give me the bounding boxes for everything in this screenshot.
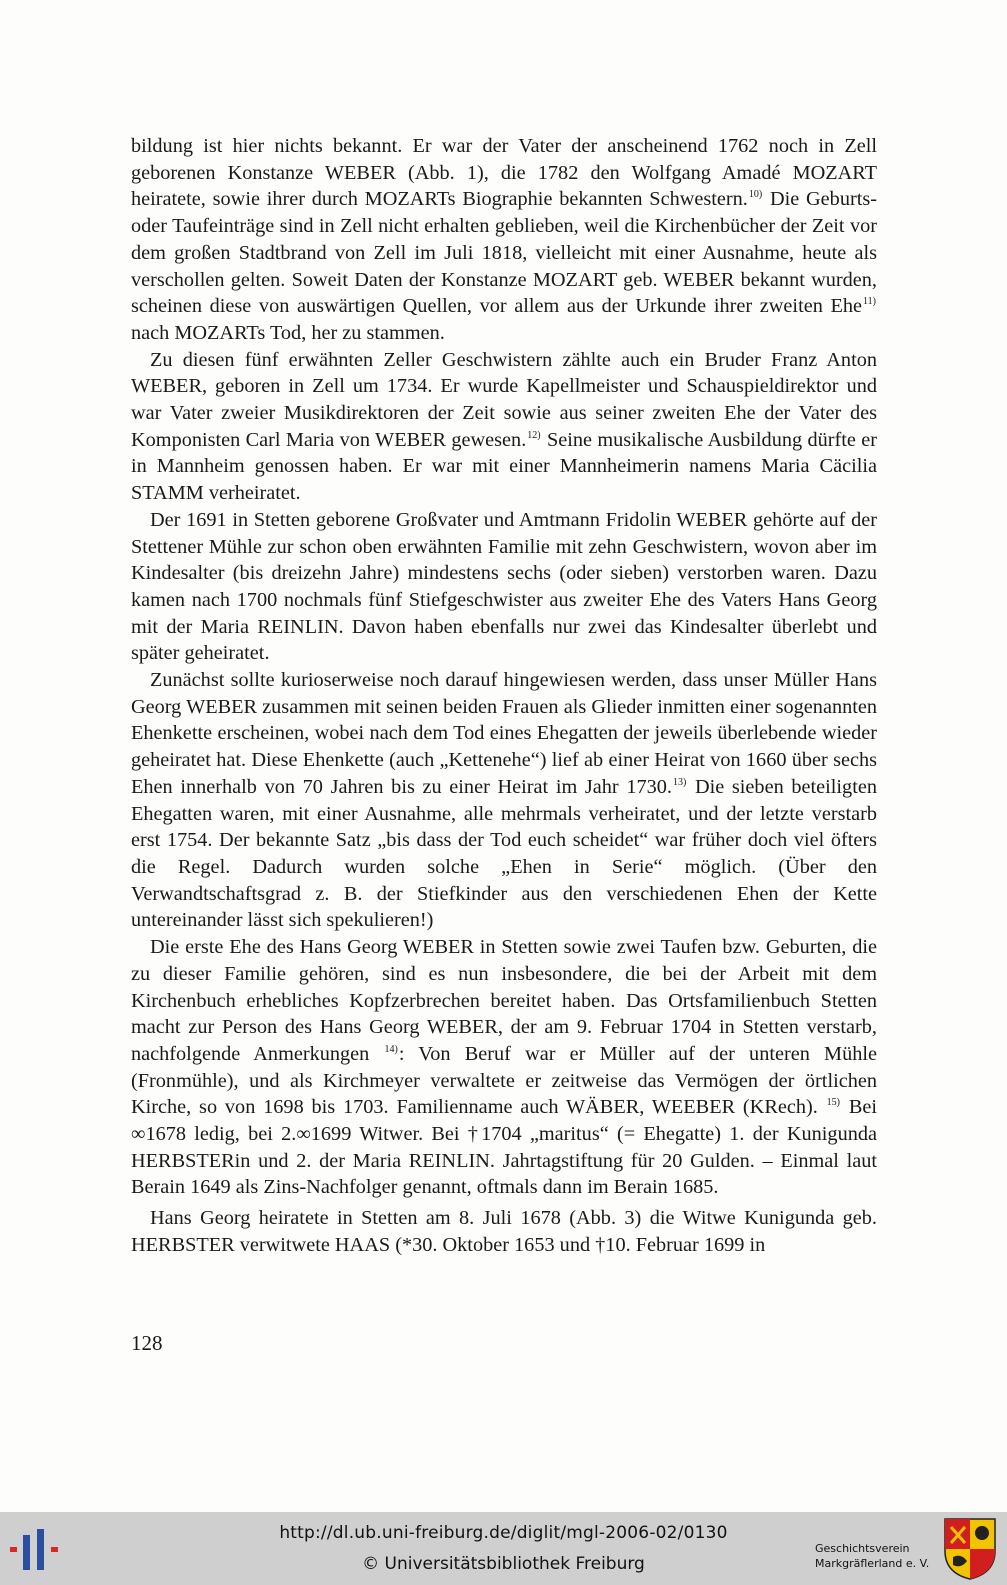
paragraph-2: Zu diesen fünf erwähnten Zeller Geschwistern zählte auch ein Bruder Franz Anton WEBER, geboren in Zell um 1734. Er wurde Kapellmeister und Schauspieldirektor und war Vater zweier Musikdirektoren der Zeit sowie aus seiner zweiten Ehe der Vater des Komponisten Carl Maria von WEBER gewesen.$^{12)}$ Seine musikalische Ausbildung dürfte er in Mannheim genossen haben. Er war mit einer Mannheimerin namens Maria Cäcilia STAMM verheiratet. [131, 348, 877, 505]
paragraph-6: Hans Georg heiratete in Stetten am 8. Juli 1678 (Abb. 3) die Witwe Kunigunda geb. HERBSTER verwitwete HAAS (*30. Oktober 1653 und †10. Februar 1699 in [131, 1207, 877, 1256]
footnote-ref-12: 12) [527, 429, 541, 441]
footer-url-link[interactable]: http://dl.ub.uni-freiburg.de/diglit/mgl-2006-02/0130 [279, 1523, 728, 1543]
footer-copyright: © Universitätsbibliothek Freiburg [362, 1554, 645, 1574]
footnote-ref-15: 15) [826, 1097, 840, 1109]
paragraph-5: Die erste Ehe des Hans Georg WEBER in Stetten sowie zwei Taufen bzw. Geburten, die zu dieser Familie gehören, sind es nun insbesondere, die bei der Arbeit mit dem Kirchenbuch erhebliches Kopfzerbrechen bereitet haben. Das Ortsfamilienbuch Stetten macht zur Person des Hans Georg WEBER, der am 9. Februar 1704 in Stetten verstarb, nachfolgende Anmerkungen $^{14)}$: Von Beruf war er Müller auf der unteren Mühle (Fronmühle), und als Kirchmeyer verwaltete er zeitweise das Vermögen der örtlichen Kirche, so von 1698 bis 1703. Familienname auch WÄBER, WEEBER (KRech). $^{15)}$ Bei ∞1678 ledig, bei 2.∞1699 Witwer. Bei †1704 „maritus“ (= Ehegatte) 1. der Kunigunda HERBSTERin und 2. der Maria REINLIN. Jahrtagstiftung für 20 Gulden. – Einmal laut Berain 1649 als Zins-Nachfolger genannt, oftmals dann im Berain 1685. [131, 936, 877, 1199]
society-name: Geschichtsverein Markgräflerland e. V. [815, 1542, 930, 1570]
page-number: 128 [131, 1331, 163, 1355]
body-text [131, 133, 877, 1259]
coat-of-arms-icon [943, 1517, 997, 1581]
paragraph-1: bildung ist hier nichts bekannt. Er war der Vater der anscheinend 1762 noch in Zell geborenen Konstanze WEBER (Abb. 1), die 1782 den Wolfgang Amadé MOZART heiratete, sowie ihrer durch MOZARTs Biographie bekannten Schwestern.$^{10)}$ Die Geburts- oder Taufeinträge sind in Zell nicht erhalten geblieben, weil die Kirchenbücher der Zeit vor dem großen Stadtbrand von Zell im Juli 1818, vielleicht mit einer Ausnahme, heute als verschollen gelten. Soweit Daten der Konstanze MOZART geb. WEBER bekannt wurden, scheinen diese von auswärtigen Quellen, vor allem aus der Urkunde ihrer zweiten Ehe$^{11)}$ nach MOZARTs Tod, her zu stammen. [131, 135, 877, 344]
footer-bar [0, 1512, 1007, 1585]
paragraph-3: Der 1691 in Stetten geborene Großvater und Amtmann Fridolin WEBER gehörte auf der Stettener Mühle zur schon oben erwähnten Familie mit zehn Geschwistern, wovon aber im Kindesalter (bis dreizehn Jahre) mindestens sechs (oder sieben) verstorben waren. Dazu kamen nach 1700 nochmals fünf Stiefgeschwister aus zweiter Ehe des Vaters Hans Georg mit der Maria REINLIN. Davon haben ebenfalls nur zwei das Kindesalter überlebt und später geheiratet. [131, 508, 877, 665]
footnote-ref-13: 13) [672, 776, 687, 788]
footnote-ref-11: 11) [863, 296, 876, 308]
paragraph-4: Zunächst sollte kurioserweise noch darauf hingewiesen werden, dass unser Müller Hans Georg WEBER zusammen mit seinen beiden Frauen als Glieder inmitten einer sogenannten Ehenkette erscheinen, wobei nach dem Tod eines Ehegatten der jeweils überlebende wieder geheiratet hat. Diese Ehenkette (auch „Kettenehe“) lief ab einer Heirat von 1660 über sechs Ehen innerhalb von 70 Jahren bis zu einer Heirat im Jahr 1730.$^{13)}$ Die sieben beteiligten Ehegatten waren, mit einer Ausnahme, alle mehrmals verheiratet, und der letzte verstarb erst 1754. Der bekannte Satz „bis dass der Tod euch scheidet“ war früher doch viel öfters die Regel. Dadurch wurden solche „Ehen in Serie“ möglich. (Über den Verwandtschaftsgrad z. B. der Stiefkinder aus den verschiedenen Ehen der Kette untereinander lässt sich spekulieren!) [131, 669, 877, 932]
footnote-ref-10: 10) [748, 189, 763, 201]
footnote-ref-14: 14) [384, 1043, 398, 1055]
